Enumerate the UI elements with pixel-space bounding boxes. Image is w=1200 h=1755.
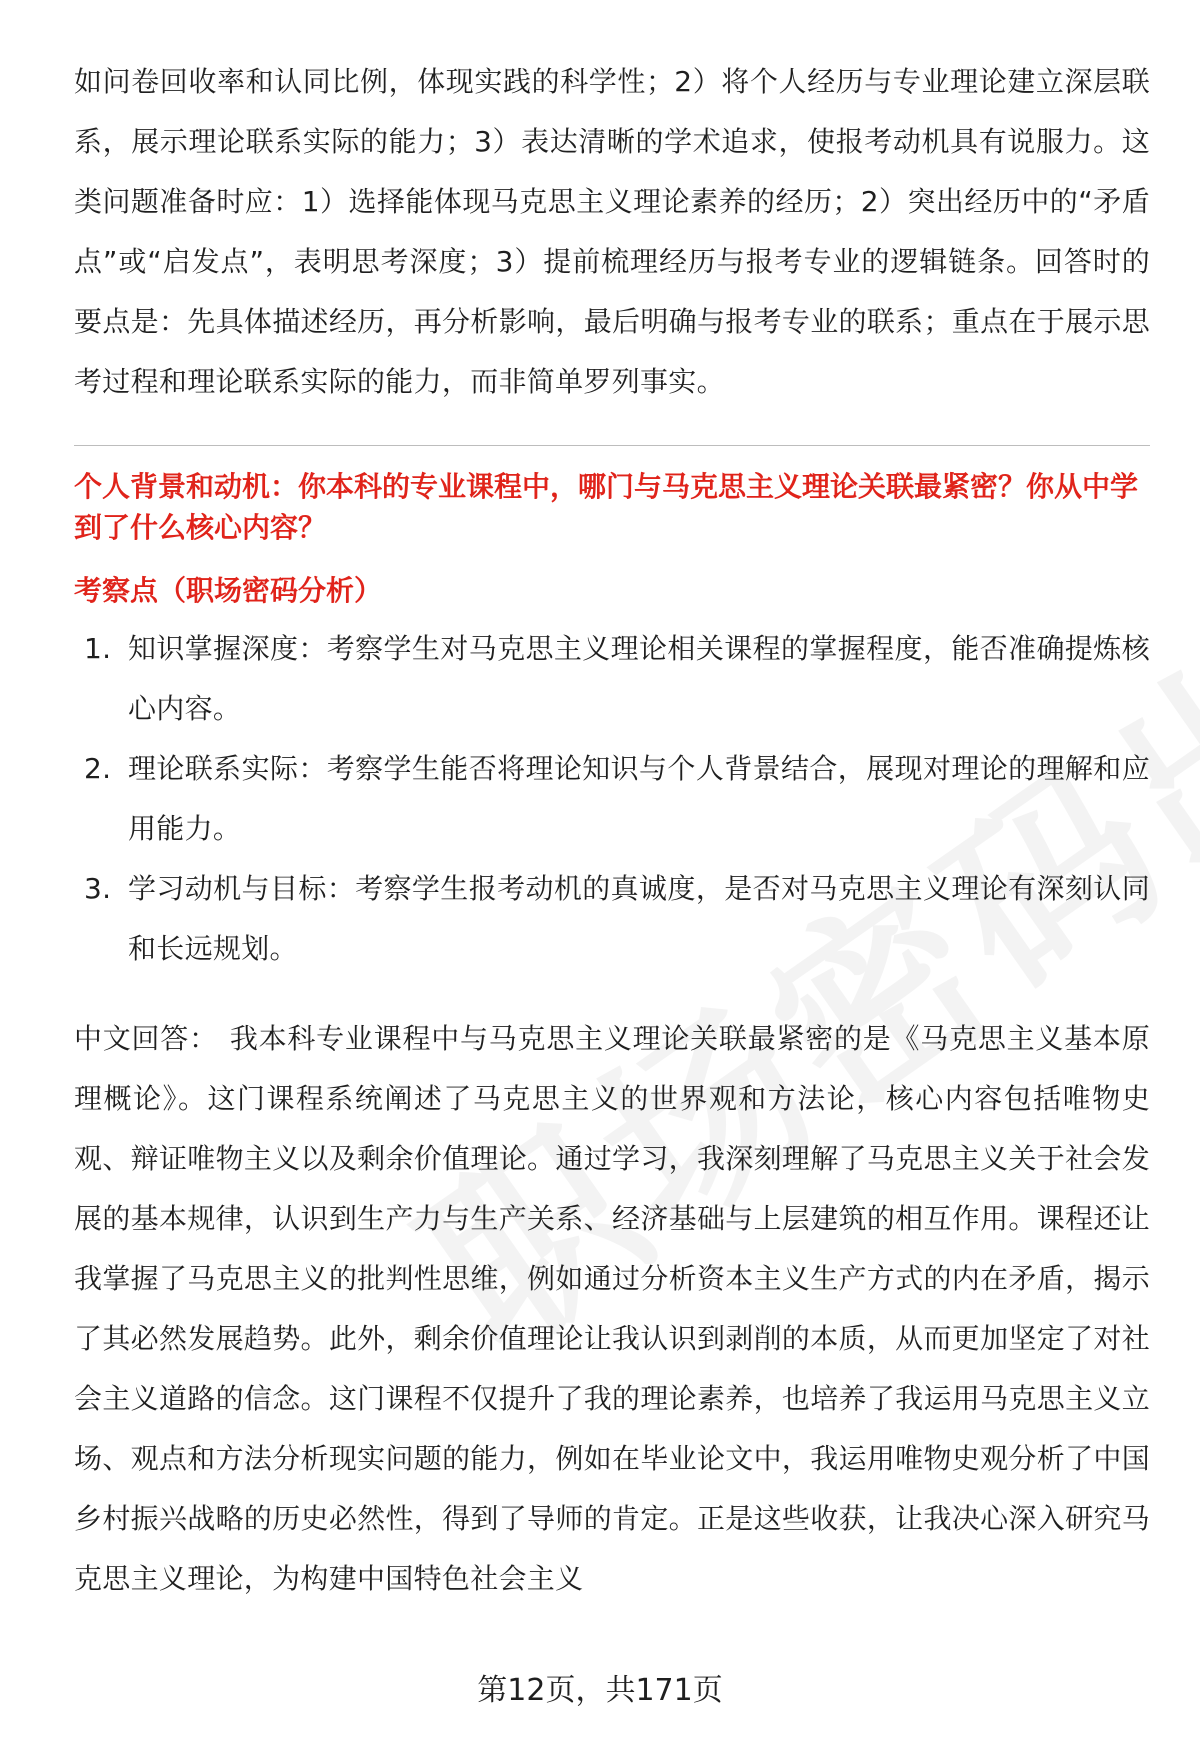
page-footer: 第12页，共171页 <box>477 1673 723 1708</box>
assessment-points-list <box>74 619 1150 979</box>
point-number: 3. <box>84 872 112 905</box>
point-number: 2. <box>84 752 112 785</box>
answer-text: 我本科专业课程中与马克思主义理论关联最紧密的是《马克思主义基本原理概论》。这门课程系统阐述了马克思主义的世界观和方法论，核心内容包括唯物史观、辩证唯物主义以及剩余价值理论。通过学习，我深刻理解了马克思主义关于社会发展的基本规律，认识到生产力与生产关系、经济基础与上层建筑的相互作用。课程还让我掌握了马克思主义的批判性思维，例如通过分析资本主义生产方式的内在矛盾，揭示了其必然发展趋势。此外，剩余价值理论让我认识到剥削的本质，从而更加坚定了对社会主义道路的信念。这门课程不仅提升了我的理论素养，也培养了我运用马克思主义立场、观点和方法分析现实问题的能力，例如在毕业论文中，我运用唯物史观分析了中国乡村振兴战略的历史必然性，得到了导师的肯定。正是这些收获，让我决心深入研究马克思主义理论，为构建中国特色社会主义 <box>74 1022 1150 1595</box>
answer-label: 中文回答： <box>74 1022 218 1055</box>
section-divider <box>74 445 1150 446</box>
question-heading: 个人背景和动机：你本科的专业课程中，哪门与马克思主义理论关联最紧密？你从中学到了什么核心内容？ <box>74 470 1139 544</box>
document-page <box>74 52 1150 1609</box>
assessment-heading: 考察点（职场密码分析） <box>74 574 383 607</box>
assessment-point-1 <box>74 619 1150 739</box>
answer-paragraph <box>74 1009 1150 1609</box>
point-text: 理论联系实际：考察学生能否将理论知识与个人背景结合，展现对理论的理解和应用能力。 <box>128 752 1150 845</box>
point-text: 知识掌握深度：考察学生对马克思主义理论相关课程的掌握程度，能否准确提炼核心内容。 <box>128 632 1150 725</box>
assessment-point-2 <box>74 739 1150 859</box>
point-text: 学习动机与目标：考察学生报考动机的真诚度，是否对马克思主义理论有深刻认同和长远规划。 <box>128 872 1150 965</box>
assessment-point-3 <box>74 859 1150 979</box>
point-number: 1. <box>84 632 112 665</box>
intro-paragraph: 如问卷回收率和认同比例，体现实践的科学性；2）将个人经历与专业理论建立深层联系，展示理论联系实际的能力；3）表达清晰的学术追求，使报考动机具有说服力。这类问题准备时应：1）选择能体现马克思主义理论素养的经历；2）突出经历中的“矛盾点”或“启发点”，表明思考深度；3）提前梳理经历与报考专业的逻辑链条。回答时的要点是：先具体描述经历，再分析影响，最后明确与报考专业的联系；重点在于展示思考过程和理论联系实际的能力，而非简单罗列事实。 <box>74 65 1150 398</box>
